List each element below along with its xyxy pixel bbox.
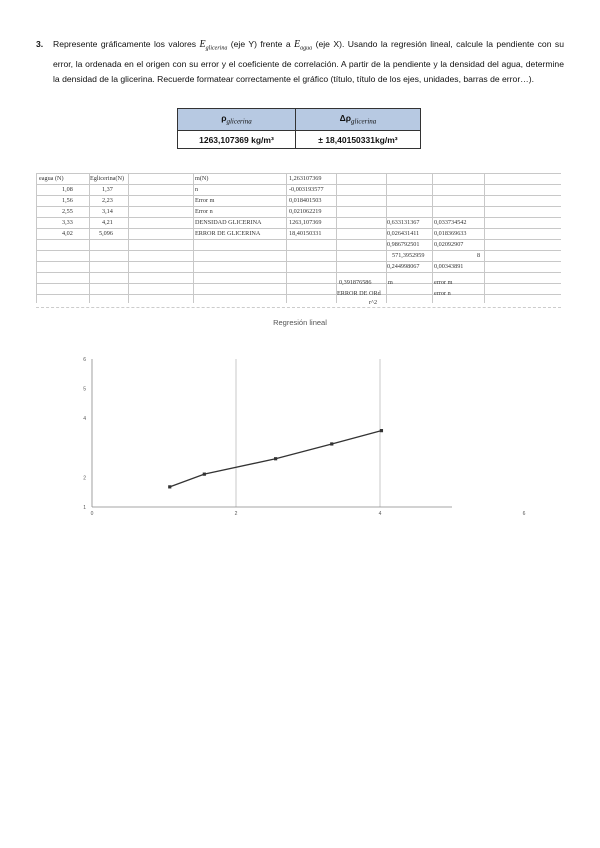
sheet-cell: 0,018369633 <box>434 230 467 237</box>
sheet-header: 1,263107369 <box>289 175 322 182</box>
data-point <box>330 442 333 445</box>
sheet-header: eagua (N) <box>39 175 64 182</box>
data-point <box>168 485 171 488</box>
sheet-cell: Error m <box>195 197 215 204</box>
y-tick-label: 1 <box>83 505 86 511</box>
sheet-cell: 8 <box>477 252 481 259</box>
chart-ticks <box>83 357 525 517</box>
density-error-value: ± 18,40150331kg/m³ <box>295 131 420 149</box>
sheet-cell: r^2 <box>369 299 378 306</box>
sheet-cell: DENSIDAD GLICERINA <box>195 219 262 226</box>
sheet-cell: 4,02 <box>62 230 73 237</box>
chart-title: Regresión lineal <box>273 318 327 327</box>
sheet-cell: 0,00343891 <box>434 263 464 270</box>
sheet-cell: 1,37 <box>102 186 113 193</box>
x-tick-label: 2 <box>234 511 238 517</box>
sheet-cell: ERROR DE GLICERINA <box>195 230 261 237</box>
chart-series <box>168 429 383 488</box>
data-point <box>203 473 206 476</box>
density-value: 1263,107369 kg/m³ <box>178 131 296 149</box>
sheet-cell: 3,14 <box>102 208 113 215</box>
sheet-cell: 3,33 <box>62 219 73 226</box>
sheet-cell: 2,55 <box>62 208 73 215</box>
chart-grid <box>236 359 380 507</box>
y-tick-label: 5 <box>83 386 86 393</box>
sheet-cell: 0,986792501 <box>387 241 420 248</box>
density-error-header: $\Delta\rho_{glicerina}$ <box>295 109 420 131</box>
sheet-cell: 18,40150331 <box>289 230 322 237</box>
sheet-cell: 0,633131367 <box>387 219 420 226</box>
question-number: 3. <box>36 39 44 49</box>
sheet-cell: error n <box>434 290 451 297</box>
results-table <box>177 108 421 149</box>
sheet-cell: 0,033734542 <box>434 219 467 226</box>
sheet-cell: 0,018401503 <box>289 197 322 204</box>
sheet-cell: 0,026431411 <box>387 230 420 237</box>
sheet-cell: ERROR DE ORd <box>337 290 381 297</box>
sheet-cell: n <box>195 186 199 193</box>
question-text: 3. Represente gráficamente los valores $E_{glicerina}$ (eje Y) frente a $E_{agua}$ (eje X). Usando la regresión lineal, calcule la pendiente con su error, la ordenada en el origen con su error y el coeficiente de correlación. A partir de la pendiente y la densidad del agua, determine la densidad de la glicerina. Recuerde formatear correctamente el gráfico (título, título de los ejes, unidades, barras de error…). <box>36 39 564 84</box>
sheet-cell: 0,391876586 <box>339 279 372 286</box>
sheet-header: m(N) <box>195 175 209 182</box>
y-tick-label: 6 <box>83 357 86 363</box>
sheet-cell: m <box>388 279 393 286</box>
y-tick-label: 4 <box>83 416 86 423</box>
x-tick-label: 6 <box>522 511 526 517</box>
sheet-header: Eglicerina(N) <box>90 175 125 182</box>
regression-chart <box>82 354 526 524</box>
sheet-cell: Error n <box>195 208 213 215</box>
sheet-cell: -0,003193577 <box>289 186 324 193</box>
sheet-cell: 5,096 <box>99 230 113 237</box>
chart-axes <box>92 359 452 507</box>
spreadsheet-image <box>36 173 561 313</box>
y-tick-label: 2 <box>83 475 86 482</box>
sheet-cell: 1,08 <box>62 186 73 193</box>
sheet-cell: 0,021062219 <box>289 208 322 215</box>
data-point <box>380 429 383 432</box>
sheet-cell: 0,02092907 <box>434 241 464 248</box>
sheet-cell: 2,23 <box>102 197 113 204</box>
x-tick-label: 4 <box>378 511 382 517</box>
sheet-cell: 1,56 <box>62 197 73 204</box>
sheet-cell: error m <box>434 279 453 286</box>
x-tick-label: 0 <box>90 511 94 517</box>
sheet-cell: 4,21 <box>102 219 113 226</box>
sheet-cell: 0,244998067 <box>387 263 420 270</box>
sheet-cell: 571,3952959 <box>392 252 425 259</box>
sheet-cell: 1263,107369 <box>289 219 322 226</box>
data-point <box>274 457 277 460</box>
density-header: $\rho_{glicerina}$ <box>178 109 296 131</box>
